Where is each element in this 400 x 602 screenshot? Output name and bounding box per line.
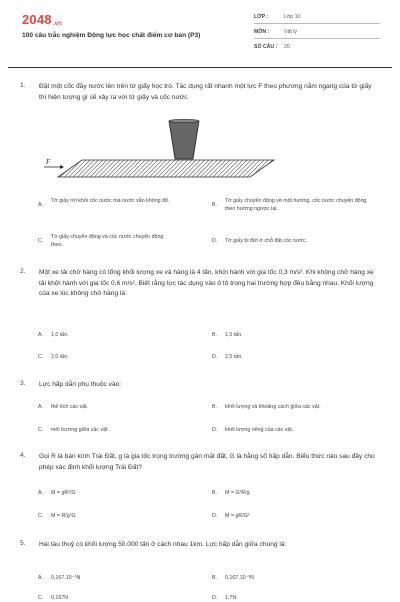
force-label: F — [46, 158, 51, 166]
question-text: Một xe tải chở hàng có tổng khối lượng xe và hàng là 4 tấn, khởi hành với gia tốc 0,3 m/s². Khi không chở hàng xe tải khởi hành với gia tốc 0,6 m/s². Biết rằng lực tác dụng vào ô tô trong hai trường hợp đều bằng nhau. Khối lượng của xe lúc không chở hàng là: — [39, 269, 374, 297]
question-text: Hai tàu thuỷ có khối lượng 50.000 tấn ở cách nhau 1km. Lực hấp dẫn giữa chúng là: — [39, 541, 287, 548]
question-text: Gọi R là bán kính Trái Đất, g là gia tốc trọng trường gần mặt đất, G là hằng số hấp dẫn. Biểu thức nào sau đây cho phép xác định khối lượng Trái Đất? — [39, 453, 375, 471]
paper-sheet — [58, 160, 274, 177]
formula: M = G²R/g — [225, 490, 250, 496]
question-number: 4. — [20, 452, 26, 459]
site-logo[interactable]: 2048.vn — [22, 12, 63, 27]
document-title: 100 câu trắc nghiệm Động lực học chất điểm cơ bản (P3) — [22, 32, 201, 39]
question-number: 2. — [20, 268, 26, 275]
document-page: 2048.vn 100 câu trắc nghiệm Động lực học chất điểm cơ bản (P3) LỚP : Lớp 10 MÔN : Vật lý SỐ CÂU : 20 1. Đặt một cốc đầy nước lên trên tờ giấy học trò. Tác dụng rất nhanh một lực F theo phương nằm ngang của tờ giấy thì hiện tượng gì sẽ xảy ra với tờ giấy và cốc nước F A. Tờ giấy rời khỏi cốc nước mà nước vẫn không đổ. B. Tờ giấy chuyển động về một hướng, cốc nước chuyển động theo hướng ngược lại. C. Tờ giấy chuyển động và cốc nước chuyển động theo. D. Tờ giấy bị đứt ở chỗ đặt cốc nước. 2. Một xe tải chở hàng có tổng khối lượng xe và hàng là 4 tấn, khởi hành với gia tốc 0,3 m/s². Khi không chở hàng xe tải khởi hành với gia tốc 0,6 m/s². Biết rằng lực tác dụng vào ô tô trong hai trường hợp đều bằng nhau. Khối lượng của xe lúc không chở hàng là: A. 1,0 tấn. B. 1,5 tấn. C. 2,0 tấn. D. 2,5 tấn. 3. Lực hấp dẫn phụ thuộc vào: A. thể tích các vật. B. khối lượng và khoảng cách giữa các vật. C. môi trường giữa các vật. D. khối lượng riêng của các vật. 4. Gọi R là bán kính Trái Đất, g là gia tốc trọng trường gần mặt đất, G là hằng số hấp dẫn. Biểu thức nào sau đây cho phép xác định khối lượng Trái Đất? A. M = gR²/G B. M = G²R/g C. M = R/g²G D. M = gR/G² 5. Hai tàu thuỷ có khối lượng 50.000 tấn ở cách nhau 1km. Lực hấp dẫn giữa chúng là: A. 0,167.10⁻⁹N B. 0,167.10⁻³N C. 0,167N D. 1,7N — [0, 0, 400, 600]
document-header: 2048.vn 100 câu trắc nghiệm Động lực học chất điểm cơ bản (P3) LỚP : Lớp 10 MÔN : Vật lý SỐ CÂU : 20 — [0, 0, 400, 64]
question-number: 3. — [20, 380, 26, 387]
formula: M = gR²/G — [51, 490, 76, 496]
formula: M = R/g²G — [51, 513, 76, 519]
cup-on-paper-figure — [46, 115, 304, 190]
question-text: Đặt một cốc đầy nước lên trên tờ giấy học trò. Tác dụng rất nhanh một lực F theo phương nằm ngang của tờ giấy thì hiện tượng gì sẽ xảy ra với tờ giấy và cốc nước — [39, 83, 372, 101]
question-number: 5. — [20, 540, 26, 547]
question-number: 1. — [20, 82, 26, 89]
cup-shape — [169, 121, 199, 159]
header-divider — [8, 67, 392, 68]
question-text: Lực hấp dẫn phụ thuộc vào: — [39, 381, 122, 388]
formula: M = gR/G² — [225, 513, 250, 519]
